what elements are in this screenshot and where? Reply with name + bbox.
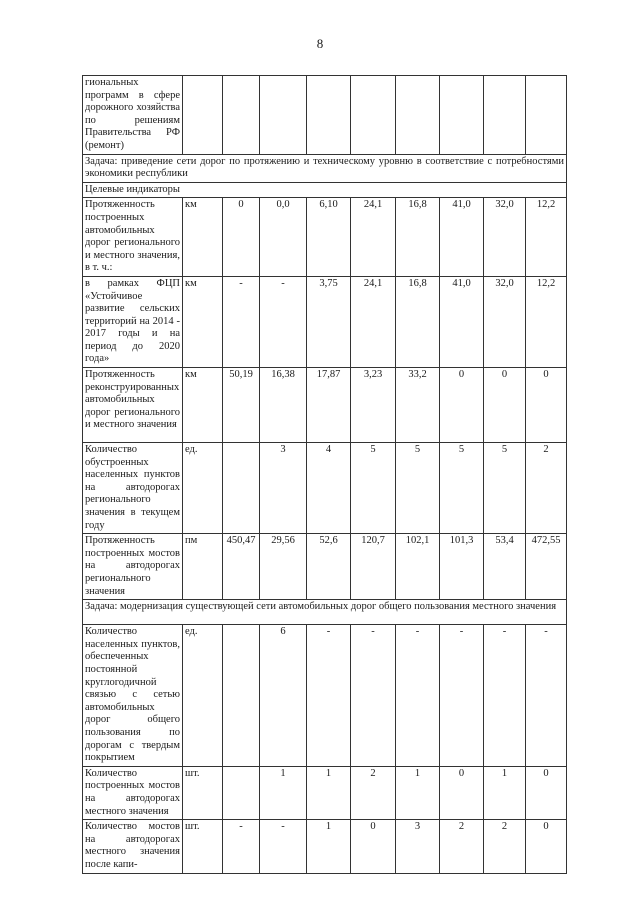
table-row	[83, 368, 567, 443]
indicator-name-cell: Количество построенных мостов на автодорогах местного значения	[83, 766, 183, 819]
value-cell	[260, 76, 307, 155]
value-cell: 32,0	[484, 276, 526, 367]
value-cell: 1	[307, 766, 351, 819]
value-cell: 53,4	[484, 534, 526, 600]
table-row	[83, 443, 567, 534]
value-cell: -	[223, 820, 260, 874]
value-cell: 0,0	[260, 198, 307, 277]
value-cell: 16,38	[260, 368, 307, 443]
value-cell	[440, 76, 484, 155]
section-heading: Задача: модернизация существующей сети автомобильных дорог общего пользования местного значения	[83, 600, 567, 625]
indicator-name-cell: Количество населенных пунктов, обеспеченных постоянной круглогодичной связью с сетью автомобильных дорог общего пользования по дорогам с твердым покрытием	[83, 625, 183, 767]
value-cell: 12,2	[526, 276, 567, 367]
value-cell: 5	[396, 443, 440, 534]
table-row	[83, 534, 567, 600]
indicator-name-cell: Количество обустроенных населенных пунктов на автодорогах регионального значения в текущем году	[83, 443, 183, 534]
value-cell: 102,1	[396, 534, 440, 600]
value-cell: 16,8	[396, 276, 440, 367]
value-cell: 2	[351, 766, 396, 819]
value-cell: -	[440, 625, 484, 767]
value-cell: 2	[526, 443, 567, 534]
table-row	[83, 198, 567, 277]
value-cell	[223, 443, 260, 534]
unit-cell: км	[183, 368, 223, 443]
value-cell: 0	[351, 820, 396, 874]
unit-cell: км	[183, 198, 223, 277]
section-row	[83, 154, 567, 182]
value-cell	[484, 76, 526, 155]
unit-cell	[183, 76, 223, 155]
value-cell: 2	[484, 820, 526, 874]
unit-cell: ед.	[183, 625, 223, 767]
indicator-name-cell: Протяженность построенных автомобильных дорог регионального и местного значения, в т. ч.:	[83, 198, 183, 277]
value-cell: 5	[440, 443, 484, 534]
value-cell: 41,0	[440, 198, 484, 277]
value-cell: 3,75	[307, 276, 351, 367]
value-cell: -	[484, 625, 526, 767]
value-cell: 17,87	[307, 368, 351, 443]
value-cell: 24,1	[351, 276, 396, 367]
value-cell: 0	[223, 198, 260, 277]
value-cell: -	[396, 625, 440, 767]
value-cell: 6	[260, 625, 307, 767]
value-cell: 0	[484, 368, 526, 443]
section-row	[83, 600, 567, 625]
value-cell: 12,2	[526, 198, 567, 277]
indicator-name-cell: в рамках ФЦП «Устойчивое развитие сельских территорий на 2014 - 2017 годы и на период до 2020 года»	[83, 276, 183, 367]
value-cell: 101,3	[440, 534, 484, 600]
table-row	[83, 766, 567, 819]
table-row	[83, 76, 567, 155]
value-cell: -	[351, 625, 396, 767]
value-cell	[396, 76, 440, 155]
value-cell: 0	[440, 766, 484, 819]
value-cell: 50,19	[223, 368, 260, 443]
value-cell	[307, 76, 351, 155]
value-cell: 32,0	[484, 198, 526, 277]
unit-cell: шт.	[183, 766, 223, 819]
value-cell	[223, 766, 260, 819]
indicators-table	[82, 75, 567, 874]
value-cell	[223, 625, 260, 767]
table-row	[83, 625, 567, 767]
value-cell: 0	[526, 368, 567, 443]
table-row	[83, 820, 567, 874]
value-cell: 450,47	[223, 534, 260, 600]
unit-cell: шт.	[183, 820, 223, 874]
section-row	[83, 182, 567, 198]
value-cell: -	[526, 625, 567, 767]
value-cell: 1	[307, 820, 351, 874]
section-heading: Целевые индикаторы	[83, 182, 567, 198]
value-cell: 3	[260, 443, 307, 534]
value-cell: 1	[484, 766, 526, 819]
indicator-name-cell: Протяженность реконструированных автомобильных дорог регионального и местного значения	[83, 368, 183, 443]
value-cell: -	[260, 820, 307, 874]
value-cell: -	[307, 625, 351, 767]
value-cell: 41,0	[440, 276, 484, 367]
value-cell: -	[223, 276, 260, 367]
value-cell: 6,10	[307, 198, 351, 277]
value-cell: 5	[351, 443, 396, 534]
value-cell	[526, 76, 567, 155]
value-cell: 120,7	[351, 534, 396, 600]
value-cell: 3	[396, 820, 440, 874]
value-cell: 1	[396, 766, 440, 819]
indicator-name-cell: Количество мостов на автодорогах местного значения после капи-	[83, 820, 183, 874]
value-cell: 2	[440, 820, 484, 874]
unit-cell: пм	[183, 534, 223, 600]
value-cell: 16,8	[396, 198, 440, 277]
value-cell: 52,6	[307, 534, 351, 600]
value-cell: -	[260, 276, 307, 367]
value-cell	[351, 76, 396, 155]
value-cell: 1	[260, 766, 307, 819]
value-cell: 33,2	[396, 368, 440, 443]
page-number: 8	[316, 36, 324, 51]
table-row	[83, 276, 567, 367]
value-cell: 5	[484, 443, 526, 534]
value-cell: 24,1	[351, 198, 396, 277]
unit-cell: км	[183, 276, 223, 367]
value-cell: 4	[307, 443, 351, 534]
value-cell: 472,55	[526, 534, 567, 600]
value-cell: 0	[440, 368, 484, 443]
value-cell: 0	[526, 820, 567, 874]
value-cell: 0	[526, 766, 567, 819]
section-heading: Задача: приведение сети дорог по протяжению и техническому уровню в соответствие с потребностями экономики республики	[83, 154, 567, 182]
value-cell	[223, 76, 260, 155]
table-body	[83, 76, 567, 874]
indicator-name-cell: Протяженность построенных мостов на автодорогах регионального значения	[83, 534, 183, 600]
value-cell: 29,56	[260, 534, 307, 600]
value-cell: 3,23	[351, 368, 396, 443]
unit-cell: ед.	[183, 443, 223, 534]
indicator-name-cell: гиональных программ в сфере дорожного хозяйства по решениям Правительства РФ (ремонт)	[83, 76, 183, 155]
